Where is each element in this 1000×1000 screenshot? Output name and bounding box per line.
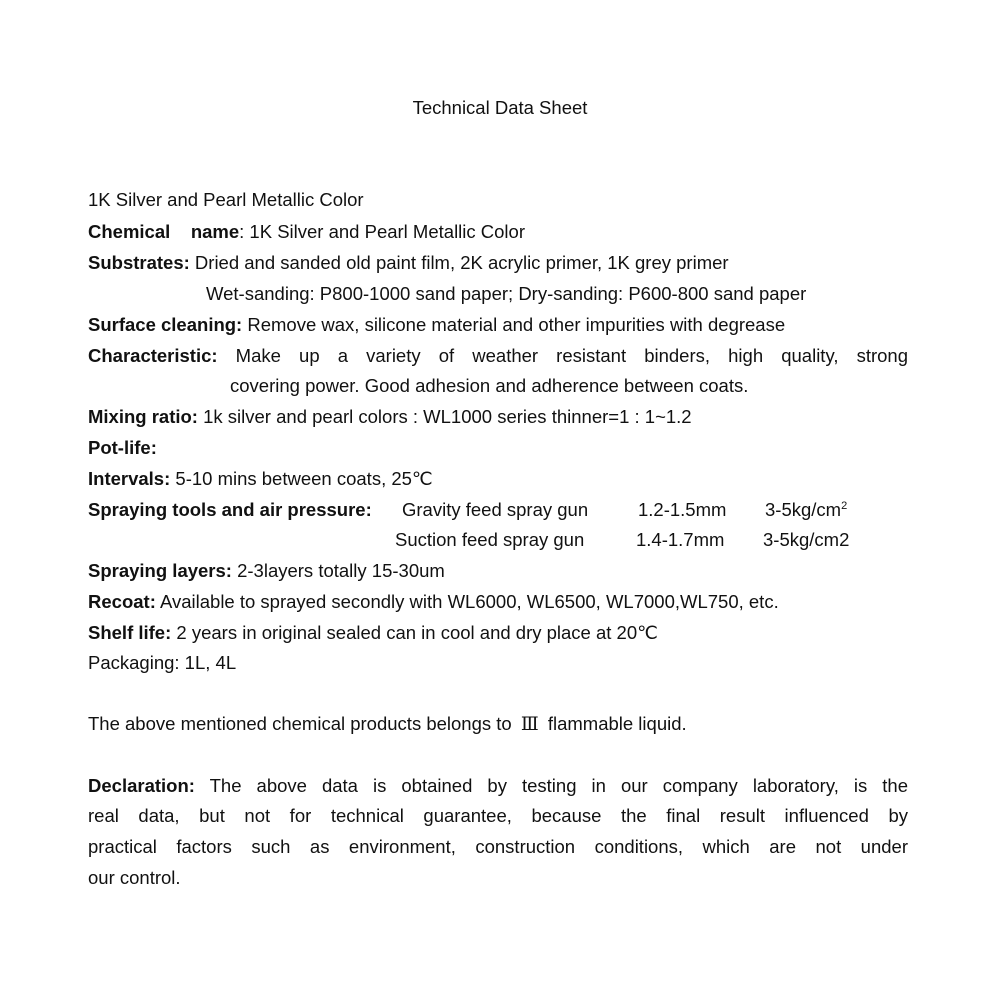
packaging: Packaging: 1L, 4L: [88, 652, 237, 673]
recoat-row: [88, 590, 779, 614]
declaration-line-1: [88, 774, 908, 798]
substrates-value-2: Wet-sanding: P800-1000 sand paper; Dry-sanding: P600-800 sand paper: [206, 283, 807, 304]
characteristic-row: [88, 344, 908, 368]
shelf-life-value: 2 years in original sealed can in cool and dry place at 20℃: [171, 622, 658, 643]
substrates-label: Substrates:: [88, 252, 190, 273]
intervals-label: Intervals:: [88, 468, 171, 489]
chemical-name-row: [88, 220, 525, 244]
flammable-before: The above mentioned chemical products belongs to: [88, 713, 517, 734]
mixing-ratio-label: Mixing ratio:: [88, 406, 198, 427]
flammable-statement: [88, 712, 687, 737]
chemical-name-value: : 1K Silver and Pearl Metallic Color: [239, 221, 525, 242]
chemical-name-label: Chemical name: [88, 221, 240, 242]
spray-size-2: 1.4-1.7mm: [636, 529, 725, 550]
pot-life-label: Pot-life:: [88, 437, 157, 458]
product-name: 1K Silver and Pearl Metallic Color: [88, 189, 364, 210]
characteristic-value-2: covering power. Good adhesion and adherence between coats.: [230, 375, 749, 396]
spray-pressure-1-value: 3-5kg/cm: [765, 499, 842, 520]
flammable-class: Ⅲ: [520, 714, 539, 735]
declaration-line-4: our control.: [88, 867, 181, 888]
spraying-layers-row: [88, 559, 445, 583]
spray-pressure-1-sup: 2: [841, 499, 848, 512]
intervals-row: [88, 467, 433, 491]
substrates-value: Dried and sanded old paint film, 2K acrylic primer, 1K grey primer: [189, 252, 729, 273]
spray-tool-2: Suction feed spray gun: [395, 529, 585, 550]
pot-life-row: [88, 436, 157, 460]
shelf-life-row: [88, 621, 658, 645]
spraying-layers-label: Spraying layers:: [88, 560, 232, 581]
declaration-label: Declaration:: [88, 775, 195, 796]
spraying-tools-label-row: [88, 498, 372, 522]
declaration-line-2: real data, but not for technical guarantee, because the final result influenced by: [88, 805, 908, 826]
declaration-text-1: The above data is obtained by testing in our company laboratory, is the: [194, 775, 908, 796]
declaration-line-3: practical factors such as environment, construction conditions, which are not under: [88, 836, 908, 857]
spraying-tools-label: Spraying tools and air pressure:: [88, 499, 372, 520]
spray-tool-1: Gravity feed spray gun: [402, 499, 589, 520]
page-title: Technical Data Sheet: [412, 97, 588, 118]
shelf-life-label: Shelf life:: [88, 622, 172, 643]
characteristic-label: Characteristic:: [88, 345, 218, 366]
flammable-after: flammable liquid.: [542, 713, 687, 734]
spray-pressure-2: 3-5kg/cm2: [763, 529, 850, 550]
surface-cleaning-value: Remove wax, silicone material and other impurities with degrease: [242, 314, 786, 335]
intervals-value: 5-10 mins between coats, 25℃: [170, 468, 433, 489]
characteristic-value: Make up a variety of weather resistant binders, high quality, strong: [217, 345, 908, 366]
spraying-layers-value: 2-3layers totally 15-30um: [231, 560, 445, 581]
substrates-row: [88, 251, 729, 275]
surface-cleaning-label: Surface cleaning:: [88, 314, 243, 335]
mixing-ratio-row: [88, 405, 692, 429]
spray-pressure-1: [765, 498, 847, 522]
recoat-value: Available to sprayed secondly with WL6000, WL6500, WL7000,WL750, etc.: [155, 591, 779, 612]
surface-cleaning-row: [88, 313, 785, 337]
recoat-label: Recoat:: [88, 591, 156, 612]
mixing-ratio-value: 1k silver and pearl colors : WL1000 series thinner=1 : 1~1.2: [197, 406, 692, 427]
spray-size-1: 1.2-1.5mm: [638, 499, 727, 520]
